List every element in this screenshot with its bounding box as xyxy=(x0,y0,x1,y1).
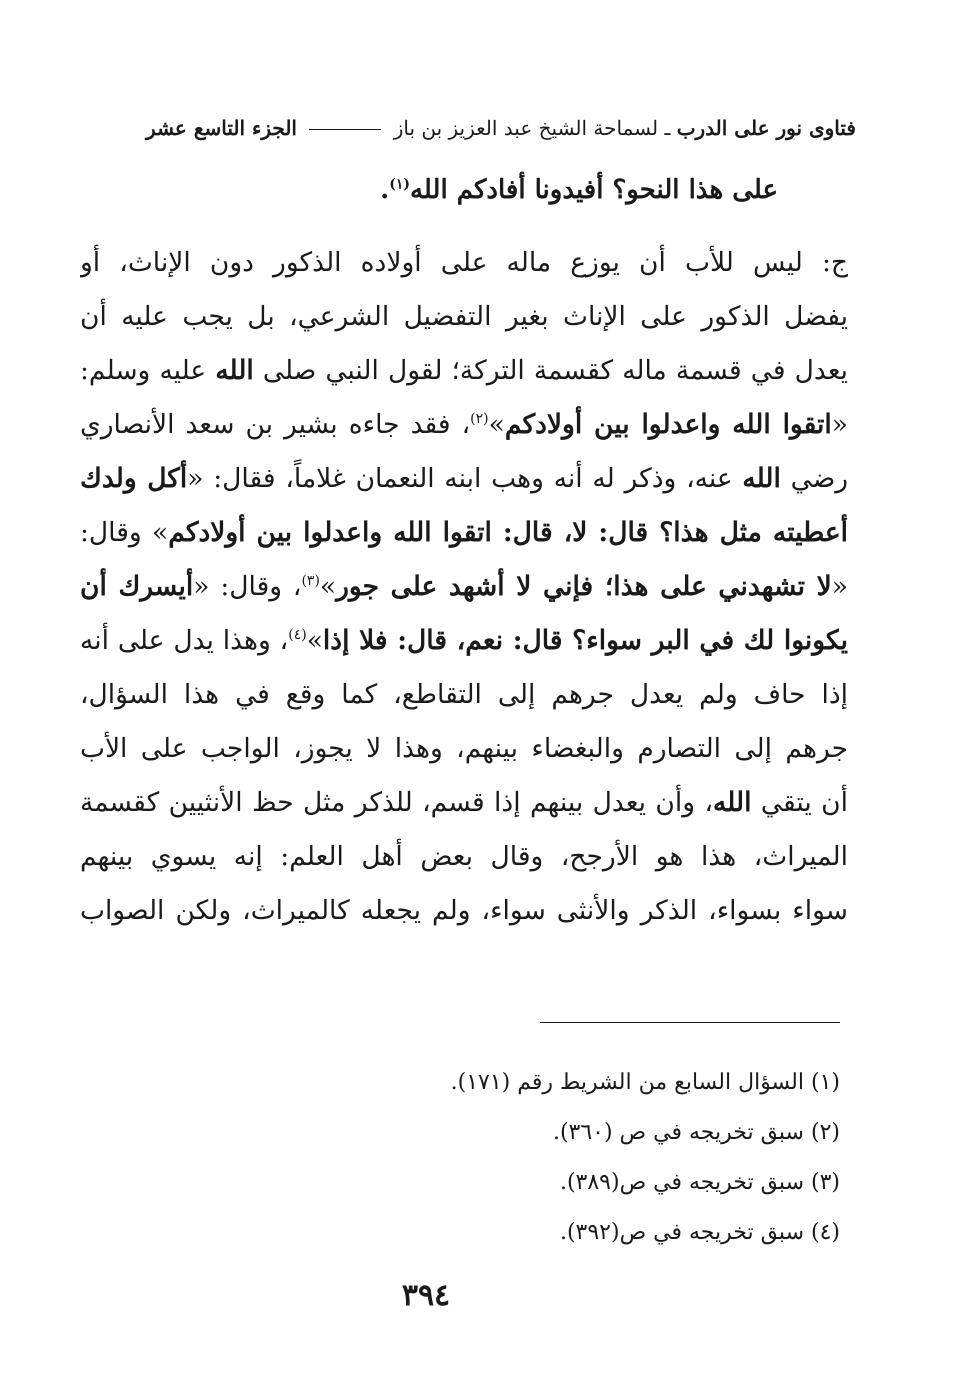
answer-line xyxy=(80,668,848,722)
answer-text-segment: اتقوا الله واعدلوا بين أولادكم xyxy=(504,409,832,440)
author-line: ـ لسماحة الشيخ عبد العزيز بن باز xyxy=(393,116,671,140)
answer-line xyxy=(80,452,848,506)
answer-text-segment: ، وأن يعدل بينهم إذا قسم، للذكر مثل حظ الأنثيين كقسمة xyxy=(80,787,714,818)
volume-label: الجزء التاسع عشر xyxy=(146,116,297,140)
answer-text-segment: لا تشهدني على هذا؛ فإني لا أشهد على جور xyxy=(336,571,832,602)
answer-text-segment: الميراث، هذا هو الأرجح، وقال بعض أهل العلم: إنه يسوي بينهم xyxy=(80,841,848,872)
answer-text-segment: الله xyxy=(215,355,254,386)
answer-text-segment: أعطيته مثل هذا؟ قال: لا، قال: اتقوا الله واعدلوا بين أولادكم xyxy=(168,517,848,548)
header-rule xyxy=(309,129,381,130)
running-header xyxy=(88,112,856,144)
answer-line xyxy=(80,722,848,776)
footnote-ref: (٢) xyxy=(470,411,489,428)
answer-line xyxy=(80,830,848,884)
question-end: . xyxy=(380,175,390,205)
answer-line xyxy=(80,344,848,398)
answer-text-segment: عليه وسلم: xyxy=(80,355,216,386)
answer-text-segment: يكونوا لك في البر سواء؟ قال: نعم، قال: فلا إذا xyxy=(322,625,848,656)
footnote-item: (٤) سبق تخريجه في ص(٣٩٢). xyxy=(559,1220,840,1245)
answer-text-segment: ج: ليس للأب أن يوزع ماله على أولاده الذكور دون الإناث، أو xyxy=(80,247,848,278)
question-tail xyxy=(88,168,778,212)
answer-line xyxy=(80,560,848,614)
answer-text-segment: رضي xyxy=(780,463,848,494)
answer-text-segment: الله xyxy=(742,463,781,494)
answer-text-segment: يفضل الذكور على الإناث بغير التفضيل الشرعي، بل يجب عليه أن xyxy=(80,301,848,332)
answer-text-segment: » xyxy=(488,409,505,440)
answer-line xyxy=(80,290,848,344)
page-number: ٣٩٤ xyxy=(401,1278,451,1313)
answer-line xyxy=(80,776,848,830)
footnote-ref: (٤) xyxy=(288,627,307,644)
answer-text-segment: جرهم إلى التصارم والبغضاء بينهم، وهذا لا يجوز، الواجب على الأب xyxy=(80,733,848,764)
answer-line xyxy=(80,398,848,452)
footnote-item: (١) السؤال السابع من الشريط رقم (١٧١). xyxy=(450,1070,840,1095)
answer-body xyxy=(80,236,848,938)
footnote-item: (٢) سبق تخريجه في ص (٣٦٠). xyxy=(552,1120,840,1145)
answer-text-segment: سواء بسواء، الذكر والأنثى سواء، ولم يجعله كالميراث، ولكن الصواب xyxy=(80,895,848,926)
answer-text-segment: أكل ولدك xyxy=(80,463,188,494)
answer-text-segment: إذا حاف ولم يعدل جرهم إلى التقاطع، كما وقع في هذا السؤال، xyxy=(80,679,848,710)
book-title: فتاوى نور على الدرب xyxy=(676,116,856,140)
answer-line xyxy=(80,614,848,668)
footnote-divider xyxy=(540,1022,840,1023)
answer-text-segment: ، وهذا يدل على أنه xyxy=(80,625,289,656)
answer-text-segment: » xyxy=(306,625,323,656)
answer-text-segment: الله xyxy=(713,787,752,818)
footnote-ref: (٣) xyxy=(301,573,320,590)
answer-text-segment: عنه، وذكر له أنه وهب ابنه النعمان غلاماً، فقال: « xyxy=(187,463,743,494)
question-text: على هذا النحو؟ أفيدونا أفادكم الله xyxy=(409,175,778,205)
footnote-item: (٣) سبق تخريجه في ص(٣٨٩). xyxy=(559,1170,840,1195)
answer-text-segment: » xyxy=(319,571,337,602)
footnote-ref: (١) xyxy=(389,176,410,193)
answer-text-segment: » وقال: xyxy=(80,517,169,548)
footnotes xyxy=(300,1058,840,1258)
answer-text-segment: يعدل في قسمة ماله كقسمة التركة؛ لقول النبي صلى xyxy=(253,355,848,386)
answer-text-segment: ، فقد جاءه بشير بن سعد الأنصاري xyxy=(80,409,471,440)
answer-line xyxy=(80,236,848,290)
answer-text-segment: « xyxy=(831,571,848,602)
answer-line xyxy=(80,506,848,560)
answer-text-segment: « xyxy=(831,409,848,440)
answer-line xyxy=(80,884,848,938)
answer-text-segment: أن يتقي xyxy=(751,787,848,818)
answer-text-segment: ، وقال: « xyxy=(193,571,302,602)
answer-text-segment: أيسرك أن xyxy=(80,571,194,602)
